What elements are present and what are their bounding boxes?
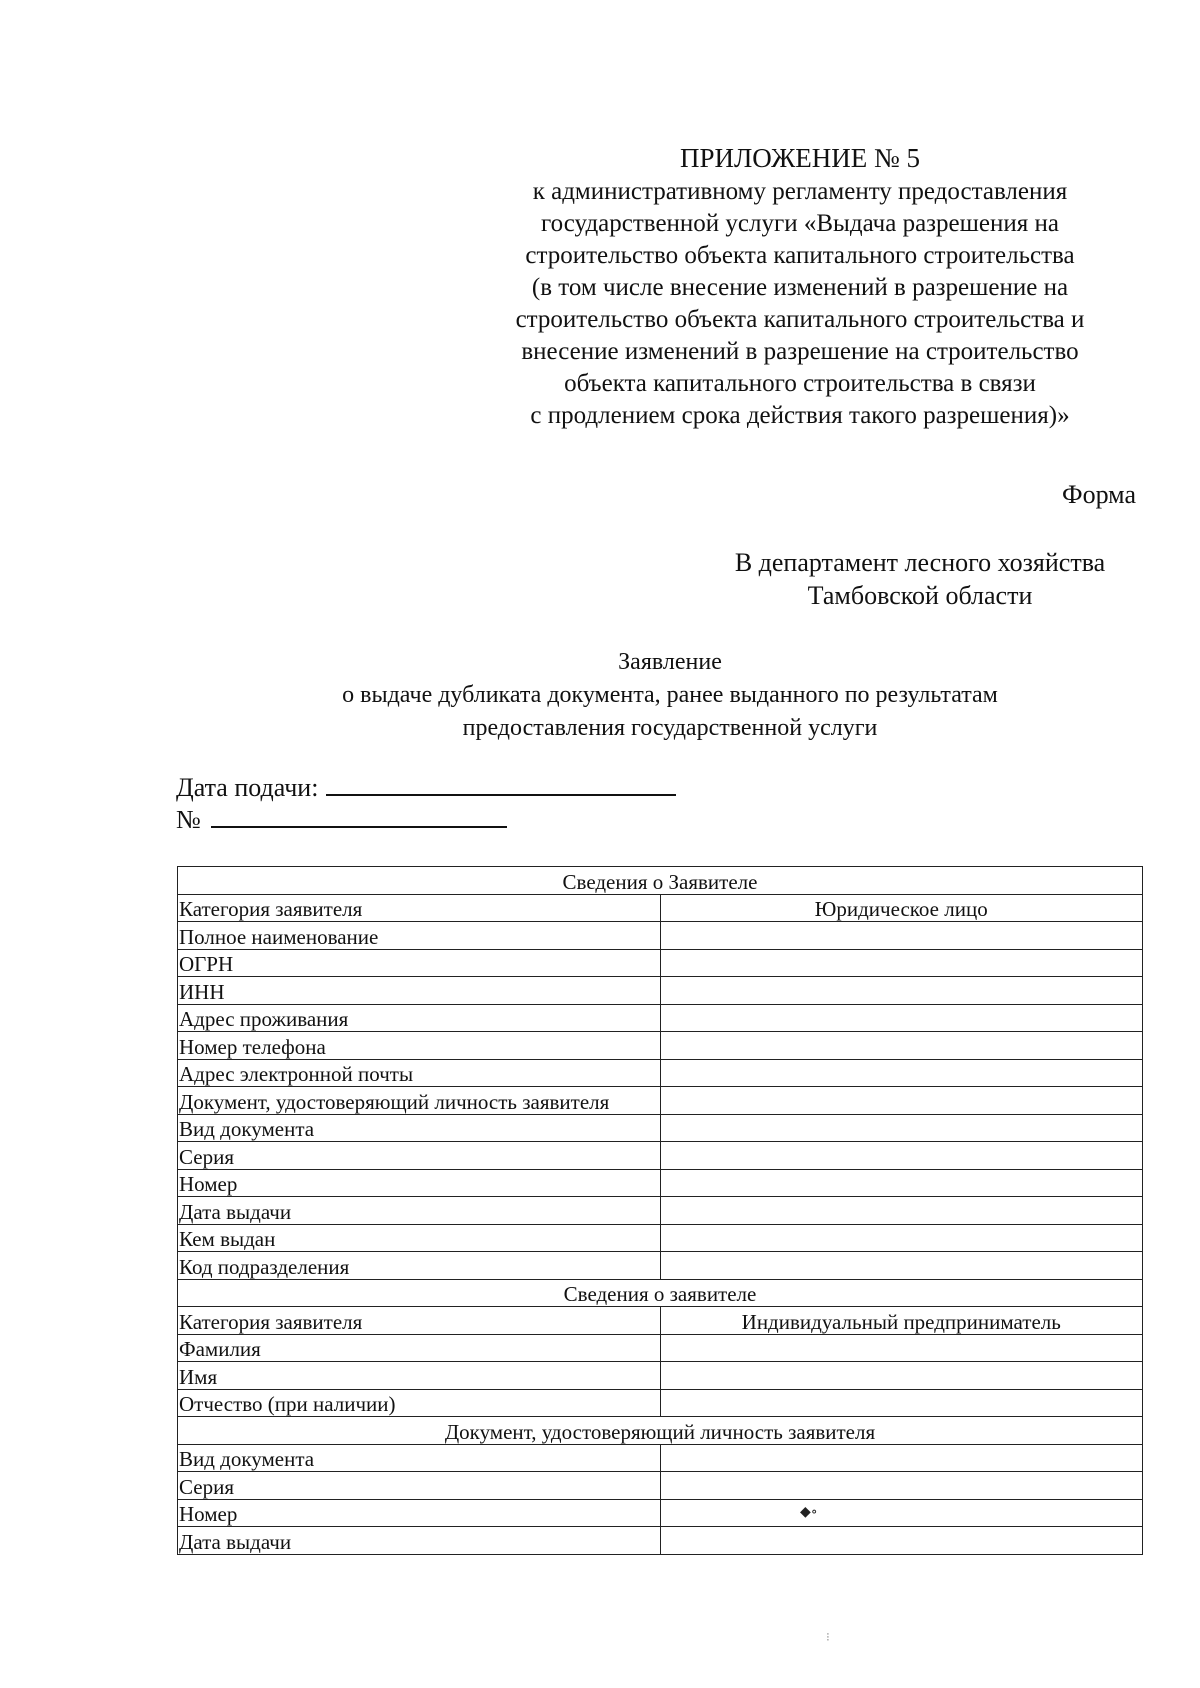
category-row (178, 894, 1143, 922)
appendix-line: внесение изменений в разрешение на строительство (521, 338, 1079, 365)
field-label: Код подразделения (178, 1252, 661, 1280)
table-row (178, 1444, 1143, 1472)
section-header: Сведения о заявителе (178, 1279, 1143, 1307)
field-label: Серия (178, 1142, 661, 1170)
appendix-line: к административному регламенту предоставления (532, 178, 1068, 205)
field-label: ОГРН (178, 949, 661, 977)
field-value-cell[interactable] (660, 1032, 1143, 1060)
section-header: Сведения о Заявителе (178, 867, 1143, 895)
category-row (178, 1307, 1143, 1335)
field-label: ИНН (178, 977, 661, 1005)
field-label: Дата выдачи (178, 1527, 661, 1555)
table-row (178, 949, 1143, 977)
field-value-cell[interactable] (660, 1224, 1143, 1252)
field-value-cell[interactable] (660, 1444, 1143, 1472)
table-row (178, 1087, 1143, 1115)
table-row (178, 1499, 1143, 1527)
category-label: Категория заявителя (178, 894, 661, 922)
table-row (178, 1252, 1143, 1280)
field-label: Номер телефона (178, 1032, 661, 1060)
field-label: Вид документа (178, 1444, 661, 1472)
field-label: Адрес электронной почты (178, 1059, 661, 1087)
field-value-cell[interactable] (660, 1334, 1143, 1362)
number-label: № (176, 805, 201, 834)
table-row (178, 1527, 1143, 1555)
application-subtitle: о выдаче дубликата документа, ранее выданного по результатам (342, 682, 998, 708)
field-value-cell[interactable] (660, 1004, 1143, 1032)
field-label: Кем выдан (178, 1224, 661, 1252)
appendix-line: с продлением срока действия такого разрешения)» (530, 402, 1070, 429)
scan-speck: ⁝ (826, 1630, 830, 1644)
table-row (178, 1142, 1143, 1170)
field-label: Фамилия (178, 1334, 661, 1362)
field-label: Адрес проживания (178, 1004, 661, 1032)
section-header-row (178, 1417, 1143, 1445)
appendix-line: объекта капитального строительства в связи (564, 370, 1036, 397)
field-label: Дата выдачи (178, 1197, 661, 1225)
category-value: Юридическое лицо (660, 894, 1143, 922)
field-label: Отчество (при наличии) (178, 1389, 661, 1417)
category-value: Индивидуальный предприниматель (660, 1307, 1143, 1335)
field-value-cell[interactable] (660, 1114, 1143, 1142)
application-title: Заявление (618, 649, 722, 675)
field-label: Серия (178, 1472, 661, 1500)
section-header: Документ, удостоверяющий личность заявителя (178, 1417, 1143, 1445)
table-row (178, 1169, 1143, 1197)
field-label: Имя (178, 1362, 661, 1390)
addressee-line: В департамент лесного хозяйства (734, 548, 1106, 577)
submission-date-blank[interactable] (326, 770, 676, 796)
appendix-title: ПРИЛОЖЕНИЕ № 5 (679, 143, 921, 173)
table-row (178, 1059, 1143, 1087)
field-value-cell[interactable] (660, 1362, 1143, 1390)
appendix-line: (в том числе внесение изменений в разрешение на (531, 274, 1069, 301)
field-label: Номер (178, 1499, 661, 1527)
field-label: Документ, удостоверяющий личность заявителя (178, 1087, 661, 1115)
table-row (178, 1362, 1143, 1390)
field-value-cell[interactable] (660, 1059, 1143, 1087)
table-row (178, 1114, 1143, 1142)
application-title-block (170, 646, 1170, 745)
table-row (178, 977, 1143, 1005)
section-header-row (178, 1279, 1143, 1307)
field-label: Вид документа (178, 1114, 661, 1142)
field-value-cell[interactable] (660, 1169, 1143, 1197)
field-value-cell[interactable] (660, 1087, 1143, 1115)
appendix-line: строительство объекта капитального строительства (525, 242, 1075, 269)
submission-date-label: Дата подачи: (176, 773, 319, 802)
field-value-cell[interactable] (660, 1472, 1143, 1500)
section-header-row (178, 867, 1143, 895)
number-blank[interactable] (211, 802, 507, 828)
field-label: Номер (178, 1169, 661, 1197)
addressee-line: Тамбовской области (807, 581, 1033, 610)
appendix-header (470, 142, 1130, 432)
field-label: Полное наименование (178, 922, 661, 950)
field-value-cell[interactable] (660, 1252, 1143, 1280)
table-row (178, 1472, 1143, 1500)
application-subtitle: предоставления государственной услуги (462, 715, 878, 741)
table-row (178, 1224, 1143, 1252)
appendix-line: строительство объекта капитального строительства и (515, 306, 1085, 333)
table-row (178, 1032, 1143, 1060)
field-value-cell[interactable] (660, 949, 1143, 977)
field-value-cell[interactable] (660, 977, 1143, 1005)
submission-date-field (176, 770, 676, 803)
table-row (178, 1197, 1143, 1225)
ink-mark: ◆∘ (800, 1505, 818, 1520)
addressee (700, 546, 1140, 612)
appendix-line: государственной услуги «Выдача разрешения на (541, 210, 1059, 237)
field-value-cell[interactable] (660, 1527, 1143, 1555)
field-value-cell[interactable] (660, 922, 1143, 950)
form-label: Форма (1062, 480, 1136, 509)
number-field (176, 802, 507, 835)
table-row (178, 922, 1143, 950)
applicant-info-table (177, 866, 1143, 1555)
field-value-cell[interactable] (660, 1499, 1143, 1527)
table-row (178, 1334, 1143, 1362)
table-row (178, 1389, 1143, 1417)
category-label: Категория заявителя (178, 1307, 661, 1335)
table-row (178, 1004, 1143, 1032)
field-value-cell[interactable] (660, 1389, 1143, 1417)
field-value-cell[interactable] (660, 1197, 1143, 1225)
field-value-cell[interactable] (660, 1142, 1143, 1170)
